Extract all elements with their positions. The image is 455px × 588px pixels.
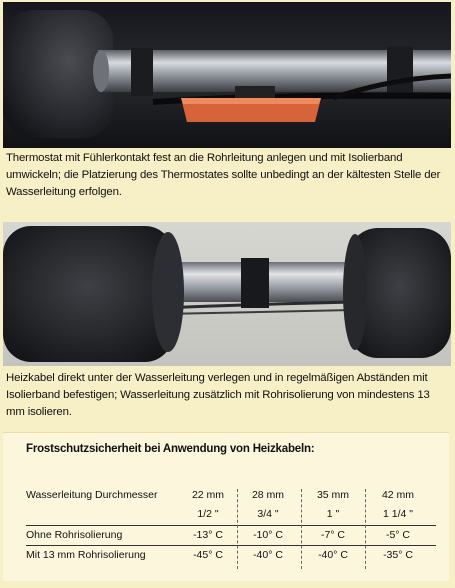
table-header-label: Wasserleitung Durchmesser <box>26 489 158 501</box>
row-label: Mit 13 mm Rohrisolierung <box>26 549 146 561</box>
table-cell: -40° C <box>318 549 348 561</box>
table-cell: -5° C <box>385 529 411 541</box>
col-mm: 28 mm <box>251 489 285 501</box>
column-separator <box>301 489 302 569</box>
col-mm: 22 mm <box>191 489 225 501</box>
frost-protection-table <box>3 432 449 581</box>
table-divider <box>26 545 436 546</box>
table-cell: -7° C <box>320 529 346 541</box>
table-cell: -45° C <box>193 549 223 561</box>
thermostat-caption: Thermostat mit Fühlerkontakt fest an die Rohrleitung anlegen und mit Isolierband umwickeln; die Platzierung des Thermostates sollte unbedingt an der kältesten Stelle der Wasserleitung erfolgen. <box>6 152 441 198</box>
table-divider <box>26 525 436 526</box>
row-label: Ohne Rohrisolierung <box>26 529 123 541</box>
thermostat-photo <box>3 2 451 148</box>
table-cell: -10° C <box>253 529 283 541</box>
heating-cable-caption: Heizkabel direkt unter der Wasserleitung verlegen und in regelmäßigen Abständen mit Isolierband befestigen; Wasserleitung zusätzlich mit Rohrisolierung von mindestens 13 mm isolieren. <box>6 372 430 418</box>
column-separator <box>237 489 238 569</box>
table-cell: -35° C <box>383 549 413 561</box>
table-title: Frostschutzsicherheit bei Anwendung von Heizkabeln: <box>26 443 315 455</box>
col-inch: 3/4 " <box>257 508 279 520</box>
table-row <box>3 549 449 569</box>
table-row <box>3 529 449 549</box>
col-mm: 35 mm <box>316 489 350 501</box>
column-separator <box>365 489 366 569</box>
col-inch: 1/2 " <box>197 508 219 520</box>
col-inch: 1 1/4 " <box>383 508 413 520</box>
col-inch: 1 " <box>326 508 340 520</box>
heating-cable-photo <box>3 222 451 366</box>
table-cell: -40° C <box>253 549 283 561</box>
table-header-row-mm <box>3 489 449 509</box>
table-cell: -13° C <box>193 529 223 541</box>
col-mm: 42 mm <box>381 489 415 501</box>
